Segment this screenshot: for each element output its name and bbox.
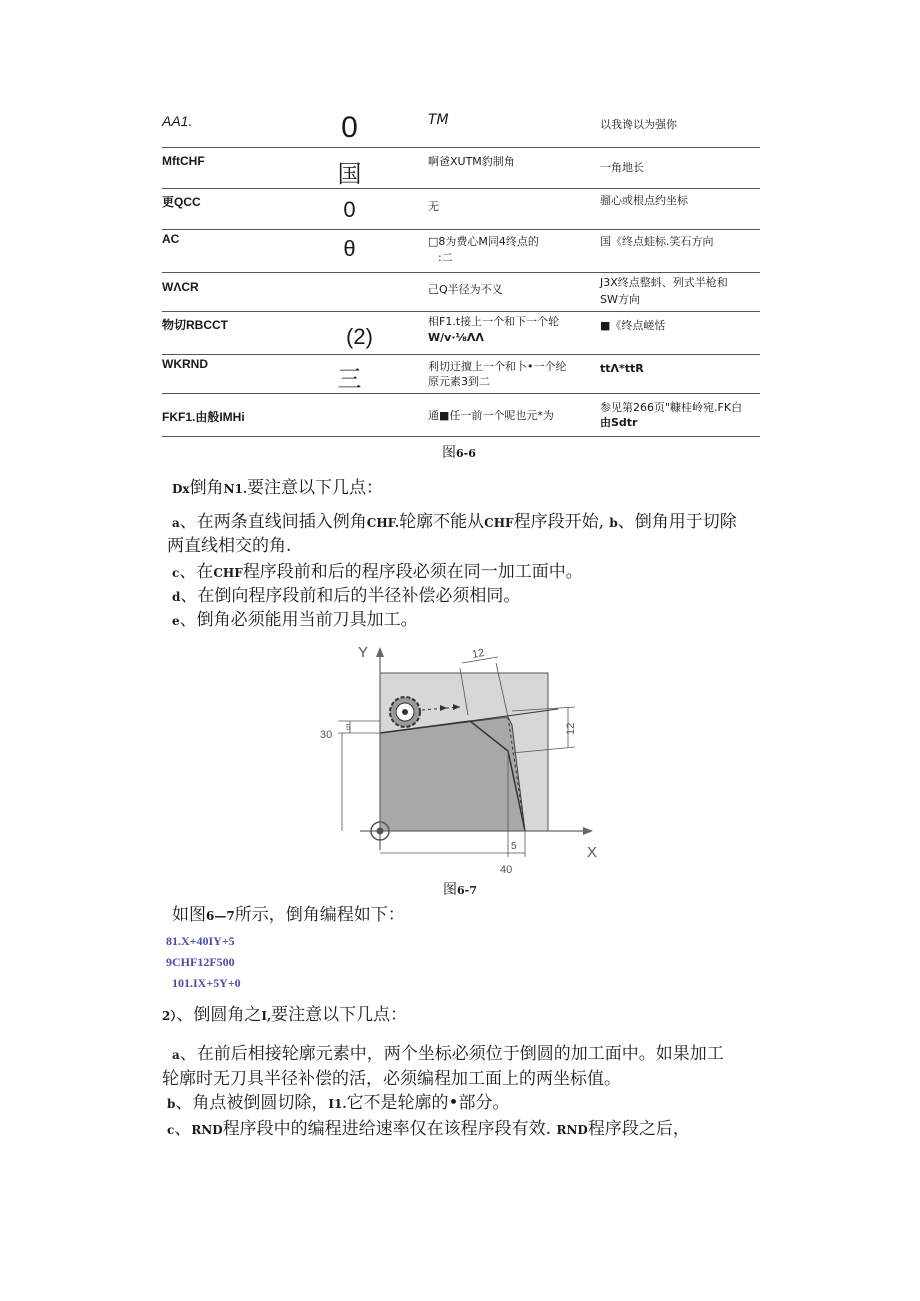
row-symbol: (2) — [346, 324, 373, 349]
figure-caption: 图6-6 — [442, 445, 476, 461]
code-line: 9CHF12F500 — [166, 955, 235, 969]
row-symbol: 0 — [341, 111, 358, 144]
row-desc: 己Q半径为不义 — [428, 283, 503, 296]
list-item: e、倒角必须能用当前刀具加工。 — [172, 610, 418, 630]
table-row — [162, 148, 760, 189]
row-note: 骝心或根点约坐标 — [600, 194, 688, 207]
row-desc: 啊爸XUTM豹制角 — [428, 155, 515, 168]
row-symbol: 国 — [337, 161, 362, 188]
row-desc-line2: 原元素3到二 — [428, 375, 490, 388]
list-item: c、RND程序段中的编程进给速率仅在该程序段有效. RND程序段之后， — [167, 1119, 690, 1139]
list-item: a、在前后相接轮廓元素中，两个坐标必须位于倒圆的加工面中。如果加工 — [172, 1044, 724, 1064]
x-axis-arrow — [583, 827, 593, 835]
row-code: FKF1.由般IMHi — [162, 410, 245, 424]
row-note-line2: SW方向 — [600, 293, 640, 306]
row-code: AA1. — [162, 113, 193, 129]
row-note: ■《终点嵯恬 — [600, 319, 666, 332]
section-heading: Dx倒角N1.要注意以下几点： — [172, 478, 384, 498]
row-desc: 相F1.t接上一个和下一个轮 — [428, 315, 560, 328]
row-code: 更QCC — [162, 195, 201, 209]
dim-5-left: 5 — [346, 723, 351, 732]
dim-12-top: 12 — [471, 646, 486, 661]
row-desc-line2: W∕v·⅛ΛΛ — [428, 331, 484, 344]
list-item: d、在倒向程序段前和后的半径补偿必须相同。 — [172, 586, 521, 606]
table-row — [162, 105, 760, 148]
row-desc: □8为费心M同4终点的 — [428, 235, 539, 248]
table-row — [162, 189, 760, 230]
section-heading: 2）、倒圆角之I,要注意以下几点： — [162, 1005, 408, 1025]
machined-area — [380, 717, 525, 831]
row-note: 一角地长 — [600, 161, 644, 174]
row-symbol: 0 — [343, 197, 356, 222]
y-axis-label: Y — [358, 644, 369, 661]
list-item-continued: 轮廓时无刀具半径补偿的活，必须编程加工面上的两坐标值。 — [162, 1069, 621, 1089]
row-desc: 无 — [428, 200, 439, 213]
row-note: J3X终点整蚪、列式半枪和 — [600, 276, 728, 289]
list-item: b、角点被倒圆切除，I1.它不是轮廓的•部分。 — [167, 1093, 510, 1113]
row-desc: 通■任一前一个呢也元*为 — [428, 409, 554, 422]
dim-12-side: 12 — [565, 722, 577, 735]
list-item: c、在CHF程序段前和后的程序段必须在同一加工面中。 — [172, 562, 583, 582]
table-row — [162, 355, 760, 394]
row-desc: TM — [428, 112, 449, 128]
row-code: 物切RBCCT — [162, 318, 228, 332]
row-note-line2: 由Sdtr — [600, 416, 638, 429]
table-row — [162, 312, 760, 355]
command-table — [162, 105, 760, 437]
chamfer-diagram — [300, 635, 620, 880]
row-code: AC — [162, 232, 180, 246]
row-symbol: 三 — [337, 366, 362, 393]
row-note: 以我谗以为强你 — [600, 118, 677, 131]
x-axis-label: X — [587, 844, 598, 861]
row-symbol: θ — [343, 236, 356, 261]
row-code: WKRND — [162, 357, 208, 371]
list-item-continued: 两直线相交的角. — [167, 536, 292, 556]
table-row — [162, 273, 760, 312]
row-note: 国《终点蛙标.笑石方向 — [600, 235, 714, 248]
row-code: WΛCR — [162, 280, 199, 294]
table-row — [162, 230, 760, 273]
intro-text: 如图6—7所示，倒角编程如下： — [172, 905, 405, 925]
y-axis-arrow — [376, 647, 384, 657]
row-code: MftCHF — [162, 154, 205, 168]
row-note: ttΛ*ttR — [600, 362, 644, 375]
milling-tool-icon — [390, 697, 420, 727]
code-line: 81.X+40IY+5 — [166, 934, 235, 948]
dim-40: 40 — [500, 864, 513, 876]
figure-caption: 图6-7 — [443, 882, 477, 898]
row-desc: 利切迂擅上一个和卜•一个纶 — [428, 360, 567, 373]
code-line: 101.IX+5Y+0 — [172, 976, 241, 990]
row-note: 参见第266页"糠桂岭宛.FK白 — [600, 401, 743, 414]
dim-5-bottom: 5 — [511, 841, 517, 852]
table-row — [162, 394, 760, 437]
row-desc-line2: :二 — [438, 251, 453, 264]
list-item: a、在两条直线间插入例角CHF.轮廓不能从CHF程序段开始, b、倒角用于切除 — [172, 512, 737, 532]
dim-30: 30 — [320, 729, 333, 741]
